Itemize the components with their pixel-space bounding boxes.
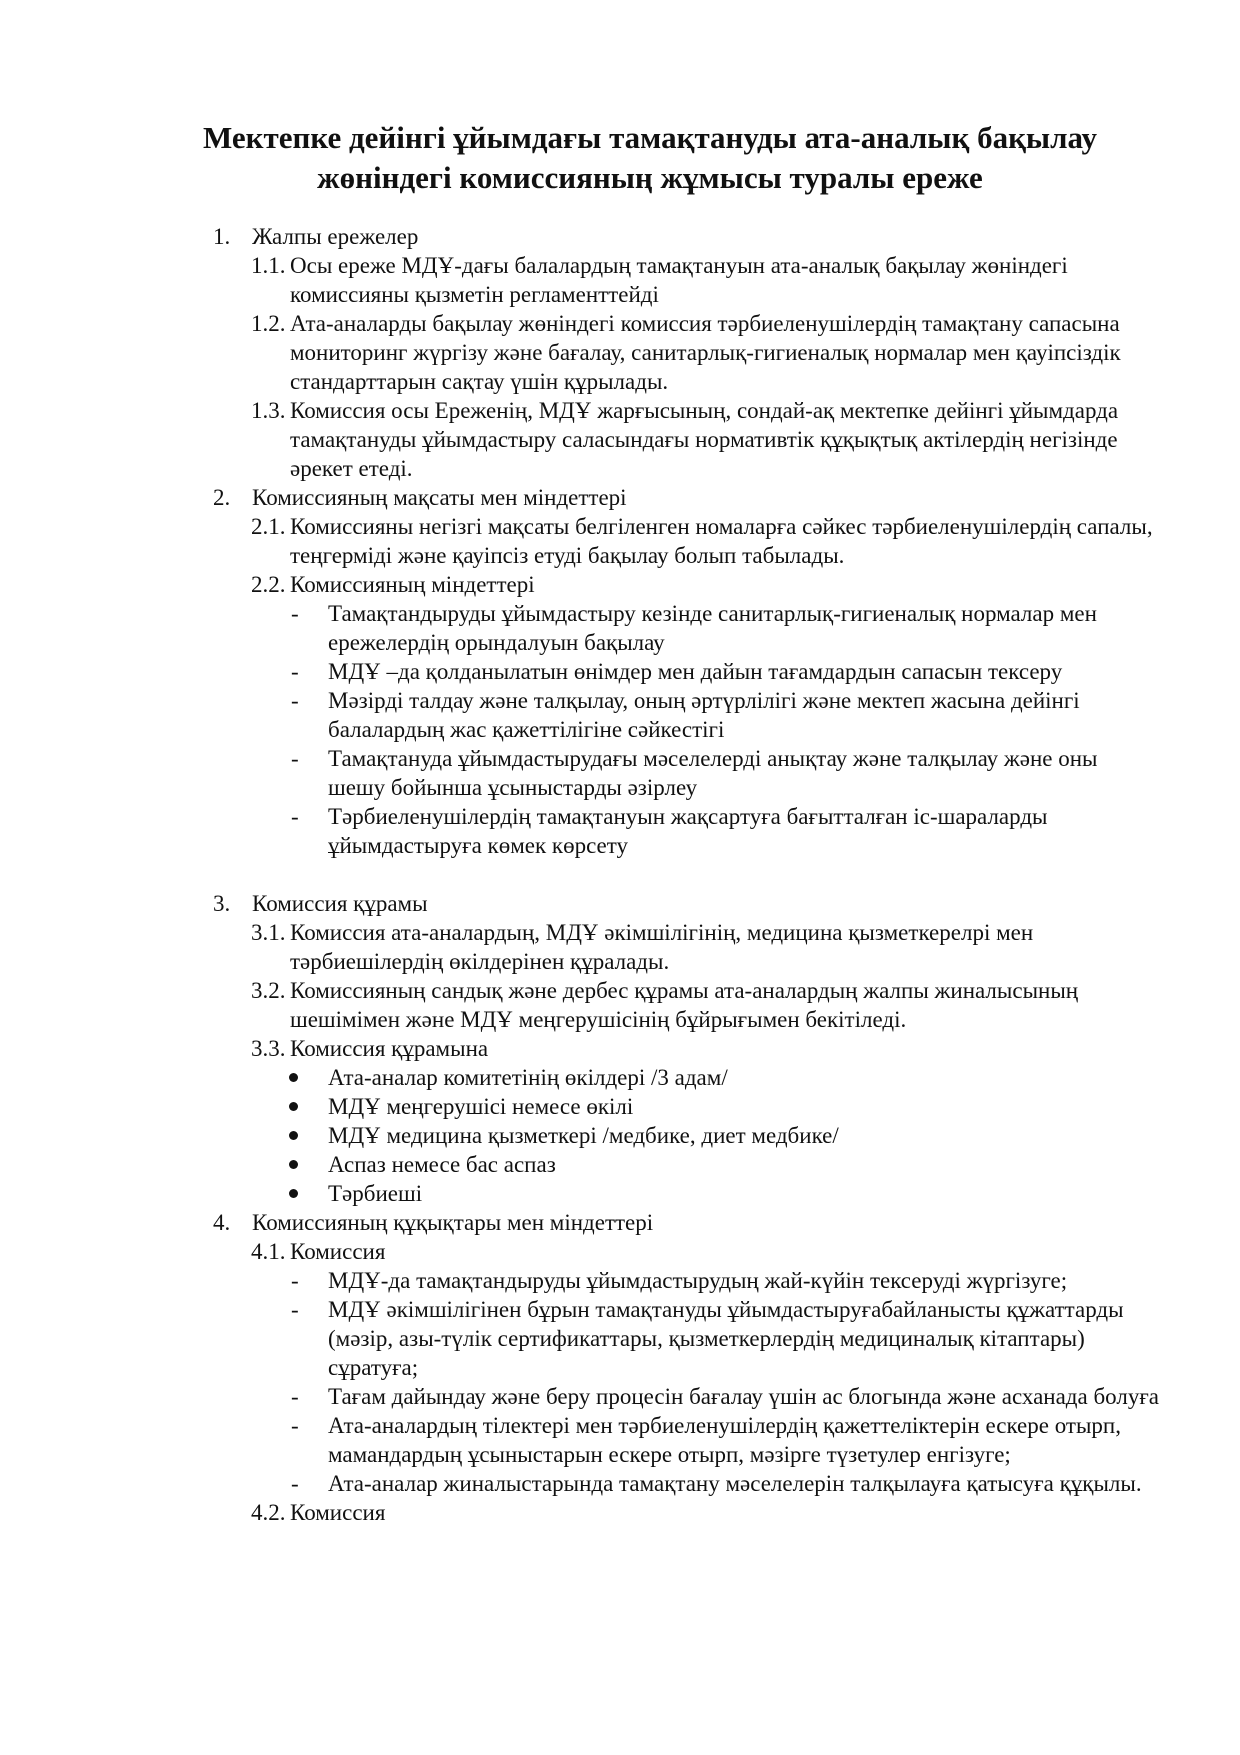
subsection-number: 2.2.	[251, 572, 286, 597]
subsection-text: Комиссия құрамына	[290, 1036, 489, 1061]
dash-marker: -	[291, 659, 299, 684]
subsection-number: 3.2.	[251, 978, 286, 1003]
subsection-text: Комиссия осы Ереженің, МДҰ жарғысының, сондай-ақ мектепке дейінгі ұйымдарда тамақтануды ұйымдастыру саласындағы нормативтік құқықтық актілердің негізінде әрекет етеді.	[290, 398, 1119, 481]
list-item-text: Тамақтандыруды ұйымдастыру кезінде санитарлық-гигиеналық нормалар мен ережелердің орындалуын бақылау	[328, 601, 1097, 655]
dash-marker: -	[291, 1471, 299, 1496]
dash-list-item	[0, 686, 1160, 744]
subsection-text: Комиссияның сандық және дербес құрамы ата-аналардың жалпы жиналысының шешімімен және МДҰ меңгерушісінің бұйрығымен бекітіледі.	[290, 978, 1079, 1032]
list-item-text: Ата-аналар комитетінің өкілдері /3 адам/	[328, 1065, 728, 1090]
section-heading	[0, 483, 1240, 512]
subsection	[0, 918, 1160, 976]
list-item-text: МДҰ медицина қызметкері /медбике, диет медбике/	[328, 1123, 839, 1148]
list-item-text: Мәзірді талдау және талқылау, оның әртүрлілігі және мектеп жасына дейінгі балалардың жас қажеттілігіне сәйкестігі	[328, 688, 1080, 742]
dash-marker: -	[291, 804, 299, 829]
subsection	[0, 1498, 1160, 1527]
blank-line	[0, 860, 1240, 889]
subsection-number: 3.3.	[251, 1036, 286, 1061]
bullet-list-item	[0, 1179, 1160, 1208]
list-item-text: Ата-аналар жиналыстарында тамақтану мәселелерін талқылауға қатысуға құқылы.	[328, 1471, 1142, 1496]
subsection-number: 1.3.	[251, 398, 286, 423]
subsection	[0, 976, 1160, 1034]
dash-list-item	[0, 1469, 1160, 1498]
subsection	[0, 512, 1160, 570]
list-item-text: Аспаз немесе бас аспаз	[328, 1152, 556, 1177]
bullet-icon	[289, 1189, 298, 1198]
document-body	[0, 222, 1240, 1527]
bullet-icon	[289, 1073, 298, 1082]
subsection-text: Комиссия	[290, 1500, 386, 1525]
subsection-text: Ата-аналарды бақылау жөніндегі комиссия тәрбиеленушілердің тамақтану сапасына мониторинг жүргізу және бағалау, санитарлық-гигиеналық нормалар мен қауіпсіздік стандарттарын сақтау үшін құрылады.	[290, 311, 1121, 394]
section-title: Комиссия құрамы	[252, 891, 428, 916]
list-item-text: Тәрбиеленушілердің тамақтануын жақсартуға бағытталған іс-шараларды ұйымдастыруға көмек көрсету	[328, 804, 1048, 858]
subsection	[0, 570, 1160, 599]
bullet-list-item	[0, 1063, 1160, 1092]
bullet-icon	[289, 1102, 298, 1111]
dash-list-item	[0, 802, 1160, 860]
list-item-text: МДҰ-да тамақтандыруды ұйымдастырудың жай-күйін тексеруді жүргізуге;	[328, 1268, 1068, 1293]
subsection-number: 4.2.	[251, 1500, 286, 1525]
dash-list-item	[0, 599, 1160, 657]
subsection	[0, 1034, 1160, 1063]
section-title: Жалпы ережелер	[252, 224, 419, 249]
bullet-list-item	[0, 1150, 1160, 1179]
dash-marker: -	[291, 1297, 299, 1322]
subsection-number: 3.1.	[251, 920, 286, 945]
subsection-number: 4.1.	[251, 1239, 286, 1264]
subsection-number: 1.1.	[251, 253, 286, 278]
subsection-text: Комиссия ата-аналардың, МДҰ әкімшілігінің, медицина қызметкерелрі мен тәрбиешілердің өкілдерінен құралады.	[290, 920, 1034, 974]
section-number: 1.	[213, 224, 231, 249]
list-item-text: МДҰ –да қолданылатын өнімдер мен дайын тағамдардын сапасын тексеру	[328, 659, 1063, 684]
section-heading	[0, 222, 1240, 251]
list-item-text: Тағам дайындау және беру процесін бағалау үшін ас блогында және асханада болуға	[328, 1384, 1159, 1409]
subsection-text: Комиссияны негізгі мақсаты белгіленген номаларға сәйкес тәрбиеленушілердің сапалы, теңгерміді және қауіпсіз етуді бақылау болып табылады.	[290, 514, 1153, 568]
bullet-icon	[289, 1160, 298, 1169]
subsection-text: Комиссия	[290, 1239, 386, 1264]
section-title: Комиссияның мақсаты мен міндеттері	[252, 485, 627, 510]
dash-marker: -	[291, 1268, 299, 1293]
list-item-text: Тәрбиеші	[328, 1181, 423, 1206]
dash-marker: -	[291, 688, 299, 713]
subsection	[0, 1237, 1160, 1266]
subsection	[0, 396, 1160, 483]
title-line-1: Мектепке дейінгі ұйымдағы тамақтануды ата-аналық бақылау	[203, 120, 1097, 155]
list-item-text: МДҰ меңгерушісі немесе өкілі	[328, 1094, 634, 1119]
bullet-list-item	[0, 1121, 1160, 1150]
subsection	[0, 251, 1160, 309]
title-line-2: жөніндегі комиссияның жұмысы туралы ереже	[317, 160, 983, 195]
dash-marker: -	[291, 601, 299, 626]
section-number: 2.	[213, 485, 231, 510]
bullet-icon	[289, 1131, 298, 1140]
subsection	[0, 309, 1160, 396]
section-heading	[0, 1208, 1240, 1237]
document-title	[150, 118, 1150, 198]
subsection-text: Комиссияның міндеттері	[290, 572, 535, 597]
dash-marker: -	[291, 1413, 299, 1438]
dash-list-item	[0, 1411, 1160, 1469]
subsection-number: 1.2.	[251, 311, 286, 336]
dash-marker: -	[291, 1384, 299, 1409]
subsection-text: Осы ереже МДҰ-дағы балалардың тамақтануын ата-аналық бақылау жөніндегі комиссияны қызметін регламенттейді	[290, 253, 1068, 307]
dash-marker: -	[291, 746, 299, 771]
dash-list-item	[0, 657, 1160, 686]
dash-list-item	[0, 1266, 1160, 1295]
dash-list-item	[0, 1295, 1160, 1382]
bullet-list-item	[0, 1092, 1160, 1121]
list-item-text: Ата-аналардың тілектері мен тәрбиеленушілердің қажеттеліктерін ескере отырп, мамандардың ұсыныстарын ескере отырп, мәзірге түзетулер енгізуге;	[328, 1413, 1121, 1467]
section-number: 3.	[213, 891, 231, 916]
dash-list-item	[0, 1382, 1160, 1411]
section-number: 4.	[213, 1210, 231, 1235]
subsection-number: 2.1.	[251, 514, 286, 539]
section-title: Комиссияның құқықтары мен міндеттері	[252, 1210, 654, 1235]
section-heading	[0, 889, 1240, 918]
list-item-text: Тамақтануда ұйымдастырудағы мәселелерді анықтау және талқылау және оны шешу бойынша ұсыныстарды әзірлеу	[328, 746, 1098, 800]
list-item-text: МДҰ әкімшілігінен бұрын тамақтануды ұйымдастыруғабайланысты құжаттарды (мәзір, азы-түлік сертификаттары, қызметкерлердің медициналық кітаптары) сұратуға;	[328, 1297, 1124, 1380]
dash-list-item	[0, 744, 1160, 802]
